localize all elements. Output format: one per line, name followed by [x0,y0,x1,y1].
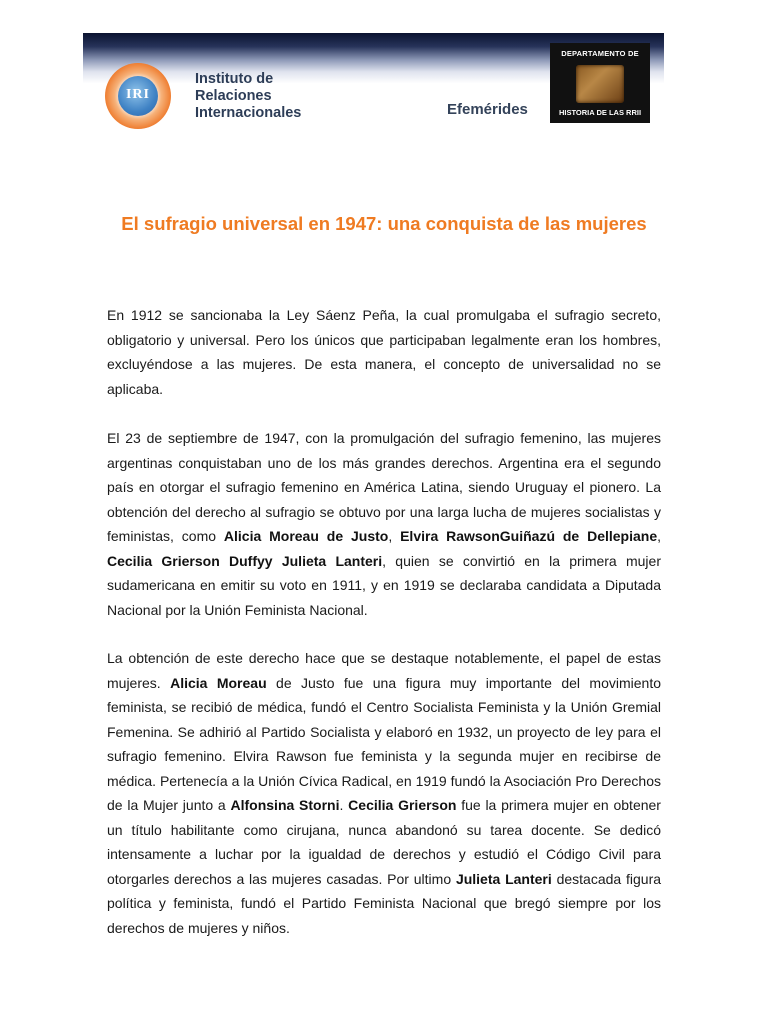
paragraph-2 [107,426,661,622]
p3-text-2: de Justo fue una figura muy importante del movimiento feminista, se recibió de médica, fundó el Centro Socialista Feminista y la Unión Gremial Femenina. Se adhirió al Partido Socialista y elaboró en 1932, un proyecto de ley para el sufragio femenino. Elvira Rawson fue feminista y la segunda mujer en recibirse de médica. Pertenecía a la Unión Cívica Radical, en 1919 fundó la Asociación Pro Derechos de la Mujer junto a [107,674,661,813]
article-title: El sufragio universal en 1947: una conquista de las mujeres [121,213,647,234]
p2-bold-1: Alicia Moreau de Justo [223,528,389,544]
p2-text-3: , [657,528,661,544]
institute-line-2: Relaciones [195,88,272,104]
institute-line-3: Internacionales [195,105,302,121]
header-banner [83,33,664,130]
p2-text-2: , [388,528,401,544]
institute-line-1: Instituto de [195,71,274,87]
p2-bold-2: Elvira RawsonGuiñazú de Dellepiane [400,528,658,544]
p3-bold-2: Alfonsina Storni [230,797,340,813]
p3-bold-4: Julieta Lanteri [455,870,552,887]
department-top-label: DEPARTAMENTO DE [561,49,639,58]
iri-logo [105,63,171,129]
p3-text-3: . [339,797,349,813]
p3-text-5: destacada figura política y feminista, fundó el Partido Feminista Nacional que bregó siempre por los derechos de mujeres y niños. [107,870,662,936]
institute-name [195,71,301,122]
section-label: Efemérides [447,101,528,118]
p2-text-1: El 23 de septiembre de 1947, con la promulgación del sufragio femenino, las mujeres argentinas conquistaban uno de los más grandes derechos. Argentina era el segundo país en otorgar el sufragio femenino en América Latina, siendo Uruguay el pionero. La obtención del derecho al sufragio se obtuvo por una larga lucha de mujeres socialistas y feministas, como [107,430,661,544]
p3-bold-3: Cecilia Grierson [348,797,457,813]
book-icon [576,65,624,103]
p2-text-4: , quien se convirtió en la primera mujer sudamericana en emitir su voto en 1911, y en 1919 se declaraba candidata a Diputada Nacional por la Unión Feminista Nacional. [107,552,661,618]
p3-text-1: La obtención de este derecho hace que se destaque notablemente, el papel de estas mujeres. [107,650,661,691]
department-badge [550,43,650,123]
paragraph-3 [107,646,661,940]
department-bottom-label: HISTORIA DE LAS RRII [558,108,642,117]
p3-text-4: fue la primera mujer en obtener un título habilitante como cirujana, nunca abandonó su tarea docente. Se dedicó intensamente a luchar por la igualdad de derechos y estudió el Código Civil para otorgarles derechos a las mujeres casadas. Por ultimo [107,797,661,887]
p3-bold-1: Alicia Moreau [170,674,267,691]
globe-icon [118,76,158,116]
logo-text: IRI [125,87,150,102]
p2-bold-3: Cecilia Grierson Duffyy Julieta Lanteri [107,552,383,569]
paragraph-1: En 1912 se sancionaba la Ley Sáenz Peña, la cual promulgaba el sufragio secreto, obligatorio y universal. Pero los únicos que participaban legalmente eran los hombres, excluyéndose a las mujeres. De esta manera, el concepto de universalidad no se aplicaba. [107,307,661,397]
